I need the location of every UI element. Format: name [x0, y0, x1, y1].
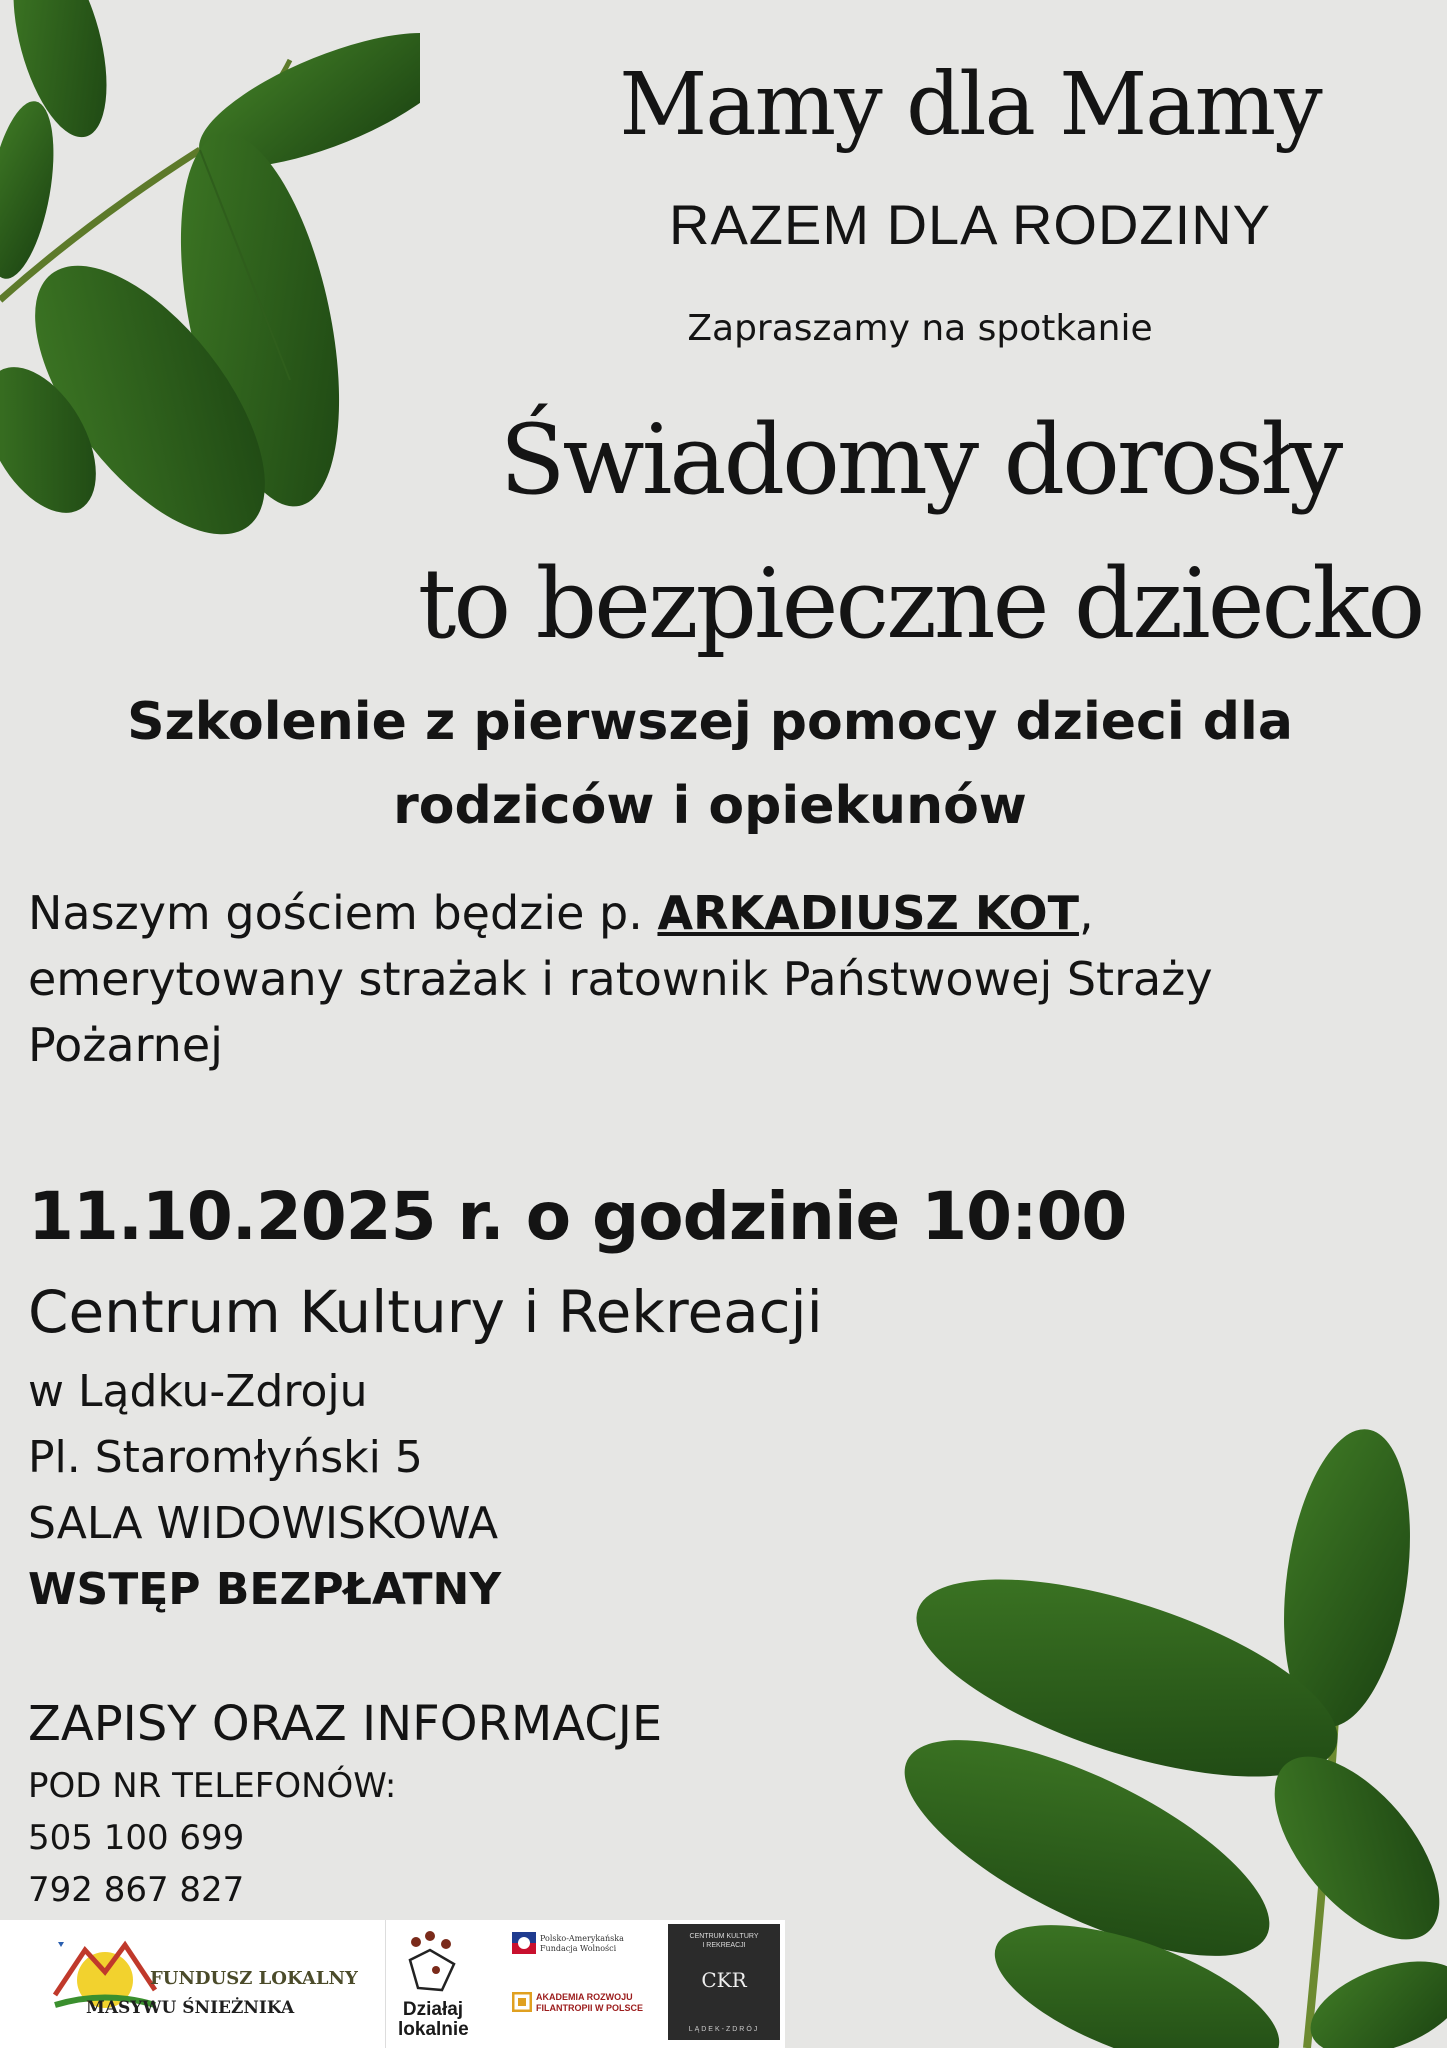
paf-label — [540, 1934, 624, 1954]
dzialaj-lokalnie-logo-icon — [400, 1930, 464, 1998]
paf-flag-icon — [512, 1932, 536, 1954]
guest-info — [28, 880, 1328, 1078]
ckr-logo-icon — [668, 1924, 780, 2040]
guest-line-3: Pożarnej — [28, 1018, 223, 1072]
guest-line-2: emerytowany strażak i ratownik Państwowej Straży — [28, 952, 1213, 1006]
page-title: Mamy dla Mamy — [619, 55, 1321, 155]
dzialaj-lokalnie-label: Działaj lokalnie — [398, 1999, 469, 2040]
sponsor-logos — [0, 1920, 785, 2048]
leaf-branch-icon — [887, 1428, 1447, 2048]
page-subtitle: RAZEM DLA RODZINY — [669, 193, 1271, 256]
arfp-label-line-1: AKADEMIA ROZWOJU — [536, 1992, 633, 2002]
headline-line-2: to bezpieczne dziecko — [417, 548, 1423, 660]
training-title — [40, 680, 1380, 848]
ckr-logo-mark: CKR — [701, 1968, 747, 1992]
phone-number-2: 792 867 827 — [28, 1870, 245, 1910]
registration-subtitle: POD NR TELEFONÓW: — [28, 1766, 397, 1806]
event-hall: SALA WIDOWISKOWA — [28, 1498, 499, 1549]
event-venue: Centrum Kultury i Rekreacji — [28, 1278, 823, 1346]
training-line-1: Szkolenie z pierwszej pomocy dzieci dla — [127, 692, 1293, 752]
event-headline — [400, 388, 1440, 676]
event-street: Pl. Staromłyński 5 — [28, 1432, 423, 1483]
registration-title: ZAPISY ORAZ INFORMACJE — [28, 1696, 663, 1752]
fundusz-name-line-1: FUNDUSZ LOKALNY — [150, 1968, 358, 1989]
arfp-logo-icon — [512, 1992, 532, 2012]
invite-text: Zapraszamy na spotkanie — [687, 308, 1153, 349]
paf-label-line-1: Polsko-Amerykańska — [540, 1934, 624, 1943]
leaf-branch-icon — [0, 0, 420, 600]
event-entry: WSTĘP BEZPŁATNY — [28, 1564, 502, 1615]
event-datetime: 11.10.2025 r. o godzinie 10:00 — [28, 1178, 1127, 1255]
guest-intro: Naszym gościem będzie p. — [28, 886, 658, 940]
guest-name: ARKADIUSZ KOT — [657, 886, 1079, 940]
phone-number-1: 505 100 699 — [28, 1818, 245, 1858]
arfp-label-line-2: FILANTROPII W POLSCE — [536, 2003, 643, 2013]
ckr-logo-location: LĄDEK-ZDRÓJ — [688, 2026, 760, 2033]
guest-comma: , — [1078, 886, 1094, 940]
ckr-logo-title — [668, 1932, 780, 1950]
ckr-logo-title-line-2: I REKREACJI — [702, 1942, 746, 1949]
event-town: w Lądku-Zdroju — [28, 1366, 368, 1417]
training-line-2: rodziców i opiekunów — [393, 776, 1027, 836]
ckr-logo-title-line-1: CENTRUM KULTURY — [689, 1933, 759, 1940]
arfp-label — [536, 1992, 643, 2014]
headline-line-1: Świadomy dorosły — [499, 404, 1341, 516]
paf-label-line-2: Fundacja Wolności — [540, 1944, 617, 1953]
divider — [385, 1920, 386, 2048]
fundusz-name-line-2: MASYWU ŚNIEŻNIKA — [86, 1998, 295, 2018]
guest-line-1 — [28, 880, 1328, 946]
